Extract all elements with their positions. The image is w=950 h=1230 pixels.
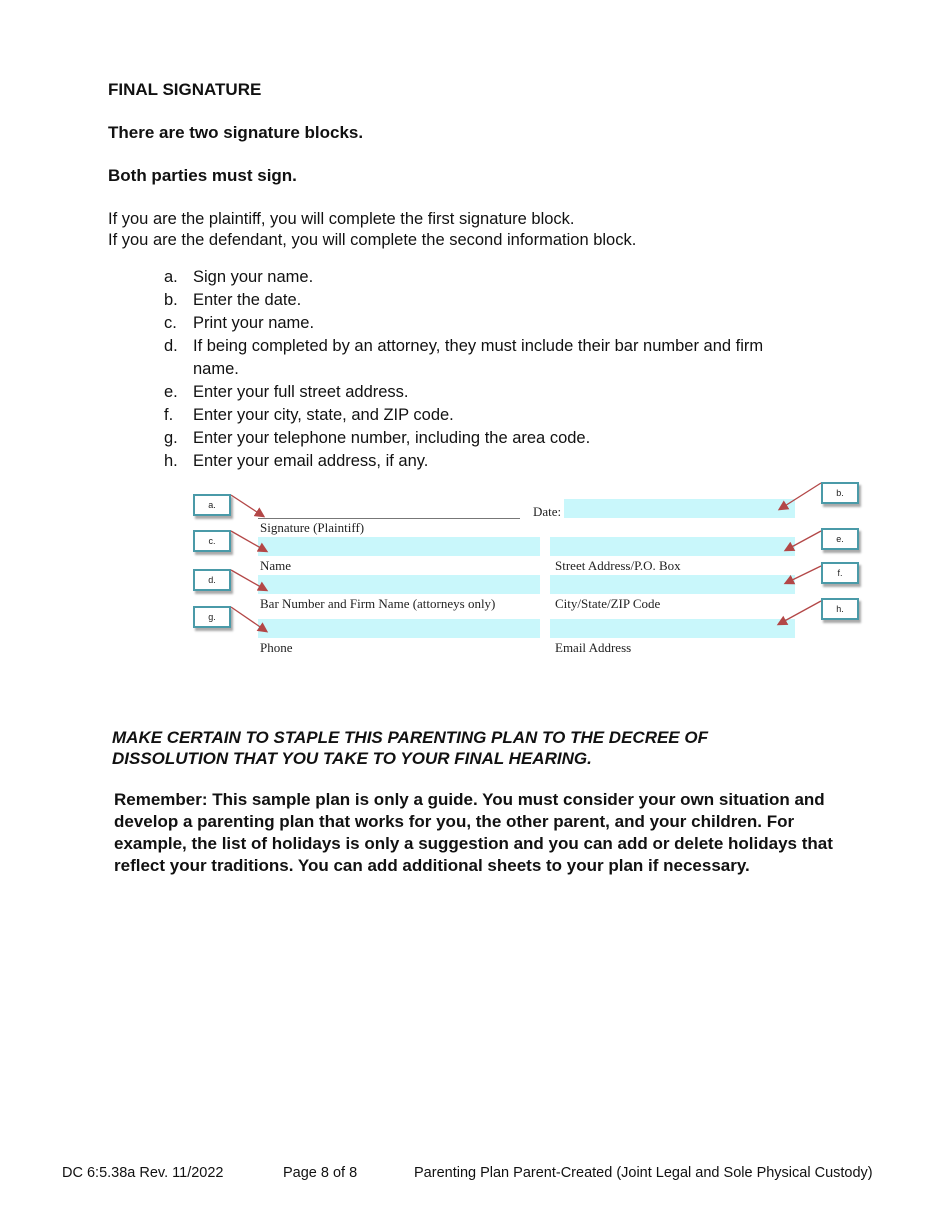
bar-label: Bar Number and Firm Name (attorneys only) <box>260 596 496 611</box>
arrow-d <box>231 570 266 590</box>
instruction-defendant: If you are the defendant, you will complete the second information block. <box>108 231 637 249</box>
intro-both-sign: Both parties must sign. <box>108 166 297 185</box>
city-label: City/State/ZIP Code <box>555 596 661 611</box>
page-heading: FINAL SIGNATURE <box>108 80 262 99</box>
arrow-b <box>780 483 821 509</box>
date-label: Date: <box>533 504 562 519</box>
list-item: c. Print your name. <box>164 314 315 332</box>
callout-e: e. <box>821 528 859 550</box>
footer-title: Parenting Plan Parent-Created (Joint Legal and Sole Physical Custody) <box>414 1165 873 1181</box>
list-item: f. Enter your city, state, and ZIP code. <box>164 406 454 424</box>
arrow-g <box>231 607 266 631</box>
callout-h: h. <box>821 598 859 620</box>
callout-g: g. <box>193 606 231 628</box>
arrow-h <box>779 601 821 624</box>
name-label: Name <box>260 558 292 573</box>
email-label: Email Address <box>555 640 632 655</box>
intro-signature-blocks: There are two signature blocks. <box>108 123 364 142</box>
list-item: d. If being completed by an attorney, they must include their bar number and firm name. <box>164 337 764 378</box>
arrow-e <box>786 531 821 550</box>
phone-label: Phone <box>260 640 293 655</box>
remember-note: Remember: This sample plan is only a guide. You must consider your own situation and develop a parenting plan that works for you, the other parent, and your children. For example, the list of holidays is only a suggestion and you can add or delete holidays that reflect your traditions. You can add additional sheets to your plan if necessary. <box>114 790 833 875</box>
signature-label: Signature (Plaintiff) <box>260 520 365 535</box>
list-item: a. Sign your name. <box>164 268 314 286</box>
arrow-f <box>786 566 821 583</box>
arrow-c <box>231 531 266 551</box>
callout-f: f. <box>821 562 859 584</box>
list-item: g. Enter your telephone number, including the area code. <box>164 429 591 447</box>
list-item: e. Enter your full street address. <box>164 383 409 401</box>
footer-form-id: DC 6:5.38a Rev. 11/2022 <box>62 1165 224 1181</box>
callout-b: b. <box>821 482 859 504</box>
street-label: Street Address/P.O. Box <box>555 558 681 573</box>
footer-page-number: Page 8 of 8 <box>283 1165 358 1181</box>
callout-c: c. <box>193 530 231 552</box>
list-item: b. Enter the date. <box>164 291 302 309</box>
list-item: h. Enter your email address, if any. <box>164 452 429 470</box>
callout-a: a. <box>193 494 231 516</box>
callout-d: d. <box>193 569 231 591</box>
instruction-plaintiff: If you are the plaintiff, you will complete the first signature block. <box>108 210 575 228</box>
arrow-a <box>231 495 263 516</box>
staple-warning: MAKE CERTAIN TO STAPLE THIS PARENTING PLAN TO THE DECREE OF DISSOLUTION THAT YOU TAKE TO YOUR FINAL HEARING. <box>112 728 708 768</box>
